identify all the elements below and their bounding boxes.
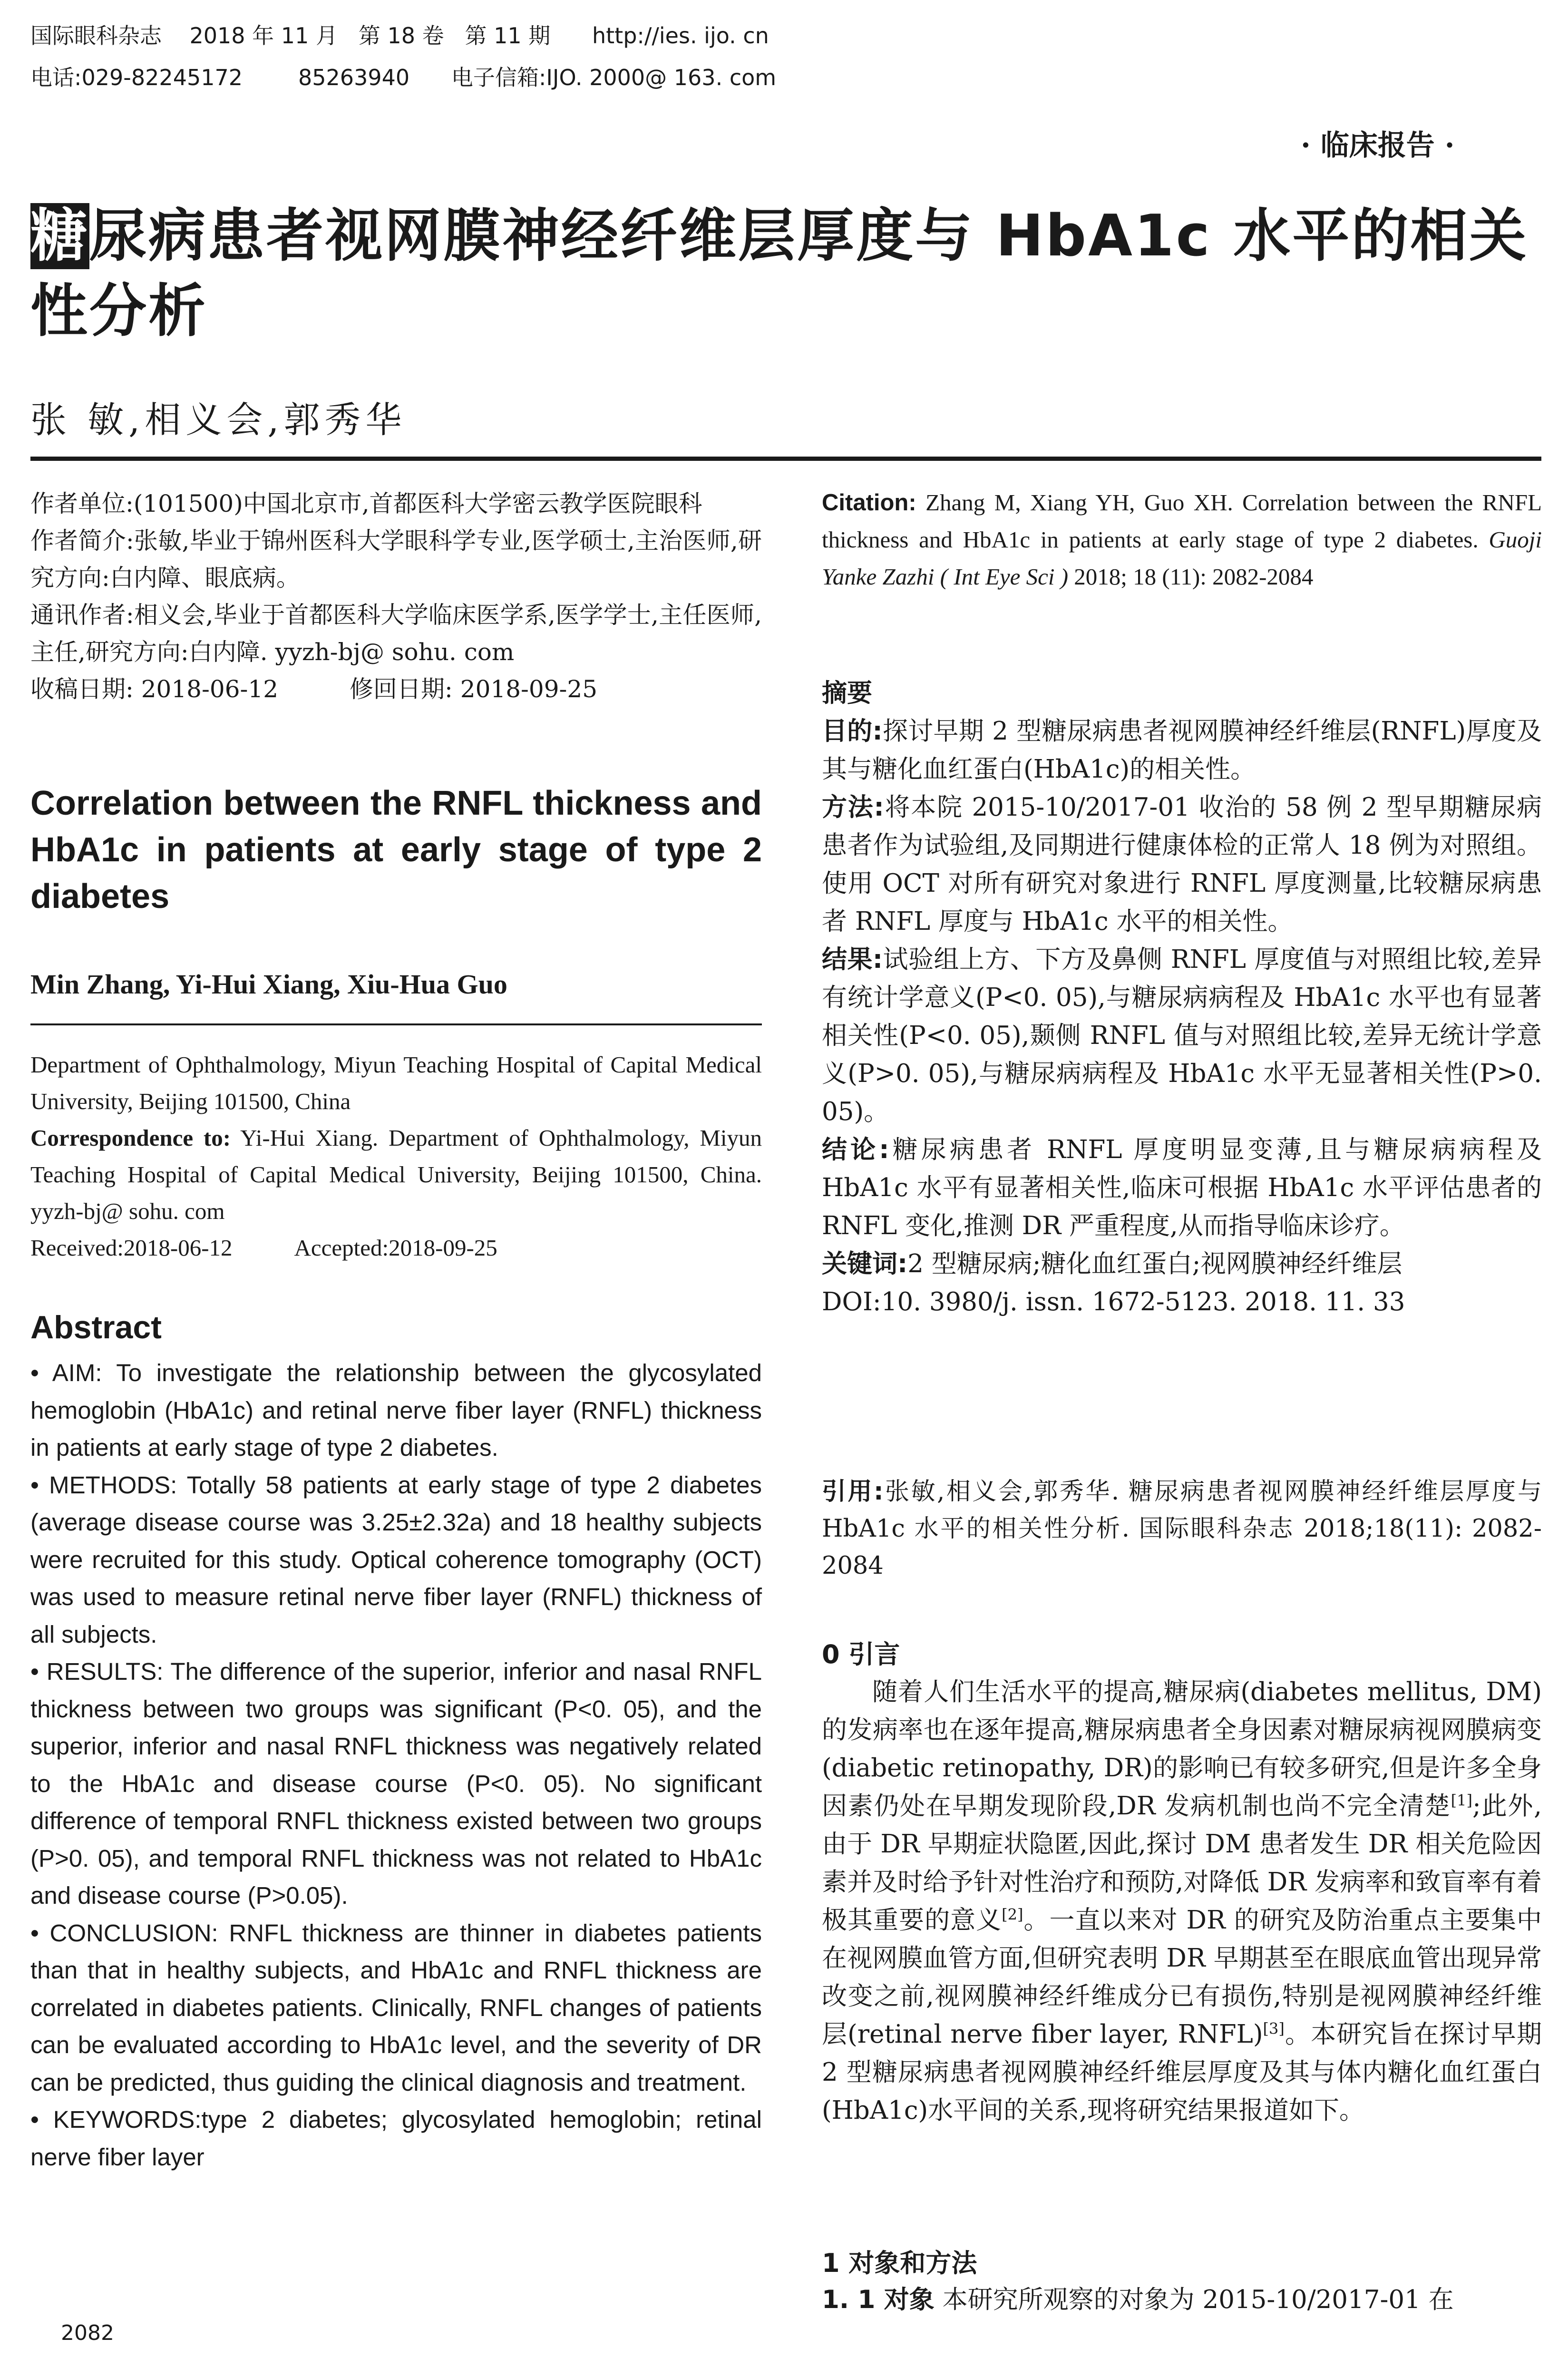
abstract-cn xyxy=(822,674,1542,1321)
author-bio: 作者简介:张敏,毕业于锦州医科大学眼科学专业,医学硕士,主治医师,研究方向:白内障、眼底病。 xyxy=(30,527,762,592)
received-date-cn: 收稿日期: 2018-06-12 xyxy=(30,675,279,703)
abstract-en xyxy=(30,1354,762,2176)
methods-sub-text: 本研究所观察的对象为 2015-10/2017-01 在 xyxy=(934,2285,1454,2314)
affiliation-en xyxy=(30,1046,762,1266)
abstract-heading-en: Abstract xyxy=(30,1309,162,1345)
abstract-results-en: • RESULTS: The difference of the superior, inferior and nasal RNFL thickness between two groups was significant (P<0. 05), and the superior, inferior and nasal RNFL thickness was negatively related to the HbA1c and disease course (P<0. 05). No significant difference of temporal RNFL thickness existed between two groups (P>0. 05), and temporal RNFL thickness was not related to HbA1c and disease course (P>0.05). xyxy=(30,1658,762,1909)
citation-cn xyxy=(822,1473,1542,1585)
journal-header-line2: 电话:029-82245172 85263940 电子信箱:IJO. 2000@ 163. com xyxy=(30,65,777,90)
citation-en-journal: Guoji Yanke Zazhi ( Int Eye Sci ) xyxy=(822,526,1542,590)
title-cn xyxy=(30,199,1543,349)
intro-heading: 0 引言 xyxy=(822,1639,900,1669)
correspondence-label: Correspondence to: xyxy=(30,1125,231,1151)
abstract-results-cn: 结果:试验组上方、下方及鼻侧 RNFL 厚度值与对照组比较,差异有统计学意义(P<0. 05),与糖尿病病程及 HbA1c 水平也有显著相关性(P<0. 05),颞侧 RNFL 值与对照组比较,差异无统计学意义(P>0. 05),与糖尿病病程及 HbA1c 水平无显著相关性(P>0. 05)。 xyxy=(822,945,1542,1126)
abstract-keywords-cn: 关键词:2 型糖尿病;糖化血红蛋白;视网膜神经纤维层 xyxy=(822,1249,1402,1278)
corresponding-author: 通讯作者:相义会,毕业于首都医科大学临床医学系,医学学士,主任医师,主任,研究方向:白内障. yyzh-bj@ sohu. com xyxy=(30,601,762,666)
doi: DOI:10. 3980/j. issn. 1672-5123. 2018. 11. 33 xyxy=(822,1287,1405,1316)
methods-heading: 1 对象和方法 xyxy=(822,2248,977,2278)
header-rule xyxy=(30,457,1541,461)
abstract-heading-cn: 摘要 xyxy=(822,679,872,708)
citation-cn-label: 引用: xyxy=(822,1478,884,1506)
citation-cn-text: 张敏,相义会,郭秀华. 糖尿病患者视网膜神经纤维层厚度与 HbA1c 水平的相关性分析. 国际眼科杂志 2018;18(11): 2082-2084 xyxy=(822,1478,1542,1580)
intro-paragraph: 随着人们生活水平的提高,糖尿病(diabetes mellitus, DM)的发病率也在逐年提高,糖尿病患者全身因素对糖尿病视网膜病变(diabetic retinopathy, DR)的影响已有较多研究,但是许多全身因素仍处在早期发现阶段,DR 发病机制也尚不完全清楚[1];此外,由于 DR 早期症状隐匿,因此,探讨 DM 患者发生 DR 相关危险因素并及时给予针对性治疗和预防,对降低 DR 发病率和致盲率有着极其重要的意义[2]。一直以来对 DR 的研究及防治重点主要集中在视网膜血管方面,但研究表明 DR 早期甚至在眼底血管出现异常改变之前,视网膜神经纤维成分已有损伤,特别是视网膜神经纤维层(retinal nerve fiber layer, RNFL)[3]。本研究旨在探讨早期 2 型糖尿病患者视网膜神经纤维层厚度及其与体内糖化血红蛋白(HbA1c)水平间的关系,现将研究结果报道如下。 xyxy=(822,1677,1542,2125)
authors-en: Min Zhang, Yi-Hui Xiang, Xiu-Hua Guo xyxy=(30,969,507,1000)
received-date-en: Received:2018-06-12 xyxy=(30,1235,233,1261)
abstract-aim-en: • AIM: To investigate the relationship between the glycosylated hemoglobin (HbA1c) and retinal nerve fiber layer (RNFL) thickness in patients at early stage of type 2 diabetes. xyxy=(30,1359,762,1461)
title-cn-text: 尿病患者视网膜神经纤维层厚度与 HbA1c 水平的相关性分析 xyxy=(30,203,1529,344)
correspondence-en xyxy=(30,1120,762,1229)
title-cn-drop-char: 糖 xyxy=(30,203,89,269)
authors-cn: 张 敏,相义会,郭秀华 xyxy=(30,399,407,441)
citation-en xyxy=(822,484,1542,595)
title-en: Correlation between the RNFL thickness and HbA1c in patients at early stage of type 2 diabetes xyxy=(30,784,762,916)
citation-en-text: Zhang M, Xiang YH, Guo XH. Correlation between the RNFL thickness and HbA1c in patients at early stage of type 2 diabetes. xyxy=(822,489,1542,553)
author-unit: 作者单位:(101500)中国北京市,首都医科大学密云教学医院眼科 xyxy=(30,490,702,517)
accepted-date-en: Accepted:2018-09-25 xyxy=(294,1235,497,1261)
section-tag: · 临床报告 · xyxy=(1301,129,1455,162)
ref-2: [2] xyxy=(1002,1905,1023,1924)
ref-3: [3] xyxy=(1263,2019,1285,2038)
correspondence-text: Yi-Hui Xiang. Department of Ophthalmology, Miyun Teaching Hospital of Capital Medical University, Beijing 101500, China. yyzh-bj@ sohu. com xyxy=(30,1125,762,1224)
citation-en-tail: 2018; 18 (11): 2082-2084 xyxy=(1068,564,1314,590)
page-number: 2082 xyxy=(61,2321,114,2345)
revised-date-cn: 修回日期: 2018-09-25 xyxy=(350,675,598,703)
citation-en-label: Citation: xyxy=(822,490,916,516)
dates-en xyxy=(30,1229,762,1266)
authors-rule xyxy=(30,1023,762,1025)
abstract-methods-cn: 方法:将本院 2015-10/2017-01 收治的 58 例 2 型早期糖尿病患者作为试验组,及同期进行健康体检的正常人 18 例为对照组。使用 OCT 对所有研究对象进行 RNFL 厚度测量,比较糖尿病患者 RNFL 厚度与 HbA1c 水平的相关性。 xyxy=(822,793,1542,936)
abstract-aim-cn: 目的:探讨早期 2 型糖尿病患者视网膜神经纤维层(RNFL)厚度及其与糖化血红蛋白(HbA1c)的相关性。 xyxy=(822,717,1542,784)
department-en: Department of Ophthalmology, Miyun Teaching Hospital of Capital Medical University, Beijing 101500, China xyxy=(30,1052,762,1114)
abstract-keywords-en: • KEYWORDS:type 2 diabetes; glycosylated hemoglobin; retinal nerve fiber layer xyxy=(30,2106,762,2171)
abstract-conclusion-cn: 结论:糖尿病患者 RNFL 厚度明显变薄,且与糖尿病病程及 HbA1c 水平有显著相关性,临床可根据 HbA1c 水平评估患者的 RNFL 变化,推测 DR 严重程度,从而指导临床诊疗。 xyxy=(822,1135,1542,1240)
ref-1: [1] xyxy=(1451,1791,1472,1810)
author-info xyxy=(30,485,762,708)
methods-subsection xyxy=(822,2281,1542,2319)
abstract-conclusion-en: • CONCLUSION: RNFL thickness are thinner in diabetes patients than that in healthy subjects, and HbA1c and RNFL thickness are correlated in diabetes patients. Clinically, RNFL changes of patients can be evaluated according to HbA1c level, and the severity of DR can be predicted, thus guiding the clinical diagnosis and treatment. xyxy=(30,1919,762,2096)
journal-header-line1: 国际眼科杂志 2018 年 11 月 第 18 卷 第 11 期 http://ies. ijo. cn xyxy=(30,23,769,49)
abstract-methods-en: • METHODS: Totally 58 patients at early stage of type 2 diabetes (average disease course was 3.25±2.32a) and 18 healthy subjects were recruited for this study. Optical coherence tomography (OCT) was used to measure retinal nerve fiber layer (RNFL) thickness of all subjects. xyxy=(30,1471,762,1648)
methods-sub-label: 1. 1 对象 xyxy=(822,2285,935,2314)
dates-cn xyxy=(30,671,762,708)
